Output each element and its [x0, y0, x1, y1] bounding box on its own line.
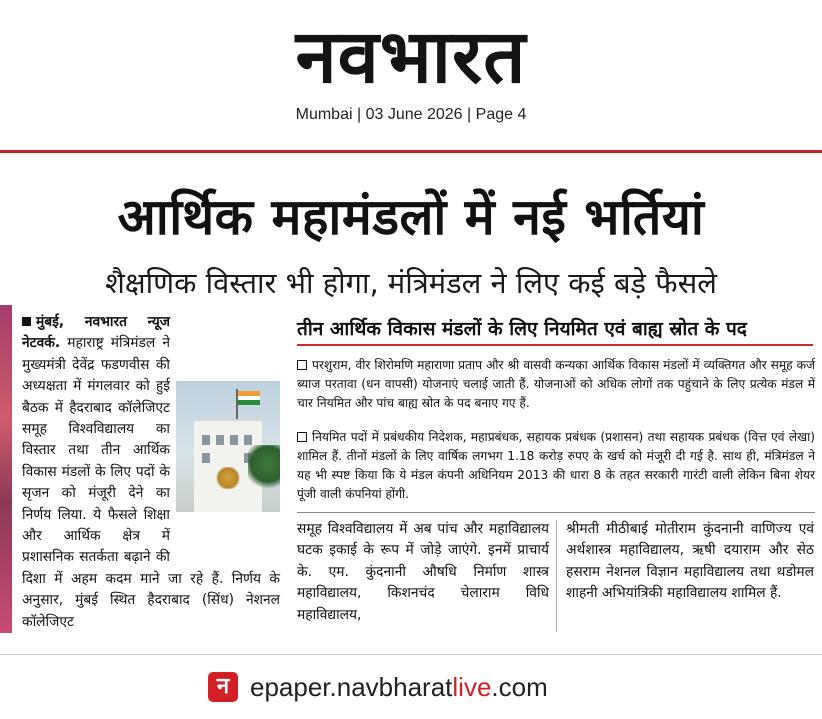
checkbox-bullet-icon: [297, 432, 307, 442]
url-suffix: .com: [491, 672, 548, 702]
box-heading-rule: [297, 344, 813, 346]
footer: [0, 670, 822, 710]
url-highlight: live: [452, 672, 492, 702]
footer-divider: [0, 654, 822, 655]
box-point-2-text: नियमित पदों में प्रबंधकीय निदेशक, महाप्रबंधक, सहायक प्रबंधक (प्रशासन) तथा सहायक प्रबंधक (वित्त एवं लेखा) शामिल हैं. तीनों मंडलों के लिए वार्षिक लगभग 1.18 करोड़ रुपए के खर्च को मंजूरी दी गई है. साथ ही, मंत्रिमंडल ने यह भी स्पष्ट किया कि ये मंडल कंपनी अधिनियम 2013 की धारा 8 के तहत सरकारी गारंटी वाली लेकिन बिना शेयर पूंजी वाली कंपनियां होंगी.: [297, 430, 815, 501]
edition-city: Mumbai: [295, 106, 353, 123]
article-headline: आर्थिक महामंडलों में नई भर्तियां: [117, 188, 705, 246]
square-bullet-icon: [22, 317, 31, 326]
edition-info: [0, 106, 822, 124]
right-column: [566, 519, 814, 605]
column-divider: [556, 520, 557, 632]
lead-text-2: को मंजूरी देने का निर्णय लिया. ये फैसले शिक्षा और आर्थिक क्षेत्र में प्रशासनिक सतर्कता बढ़ाने की दिशा में अहम कदम माने जा रहे हैं. निर्णय के अनुसार, मुंबई स्थित हैदराबाद (सिंध) नेशनल कॉलेजिएट: [22, 485, 280, 630]
box-heading: तीन आर्थिक विकास मंडलों के लिए नियमित एवं बाह्य स्रोत के पद: [297, 318, 747, 340]
newspaper-logo: नवभारत: [295, 14, 527, 100]
page-number: Page 4: [475, 106, 527, 123]
separator: |: [467, 106, 476, 123]
right-column-text: श्रीमती मीठीबाई मोतीराम कुंदनानी वाणिज्य एवं अर्थशास्त्र महाविद्यालय, ऋषी दयाराम और सेठ हसराम नेशनल विज्ञान महाविद्यालय तथा थडोमल शाहनी अभियांत्रिकी महाविद्यालय शामिल हैं.: [566, 521, 814, 602]
url-prefix: epaper.navbharat: [250, 672, 453, 702]
middle-column: [297, 519, 549, 626]
box-point-1-text: परशुराम, वीर शिरोमणि महाराणा प्रताप और श्री वासवी कन्यका आर्थिक विकास मंडलों में व्यक्तिगत और समूह कर्ज ब्याज परतावा (धन वापसी) योजनाएं चलाई जाती हैं. योजनाओं को अधिक लोगों तक पहुंचाने के लिए प्रत्येक मंडल में चार नियमित और पांच बाह्य स्रोत के पद बनाए गए हैं.: [297, 358, 815, 410]
masthead-divider: [0, 150, 822, 153]
lead-text-1: महाराष्ट्र मंत्रिमंडल ने मुख्यमंत्री देवेंद्र फडणवीस की अध्यक्षता में मंगलवार को हुई बैठक में हैदराबाद कॉलेजिएट समूह विश्वविद्यालय का विस्तार तथा तीन आर्थिक विकास मंडलों के लिए पदों के सृजन: [22, 335, 170, 502]
navbharat-logo-icon: न: [208, 672, 238, 702]
middle-column-text: समूह विश्वविद्यालय में अब पांच और महाविद्यालय घटक इकाई के रूप में जोड़े जाएंगे. इनमें प्राचार्य के. एम. कुंदनानी औषधि निर्माण शास्त्र महाविद्यालय, किशनचंद चेलाराम विधि महाविद्यालय,: [297, 521, 549, 623]
separator: |: [356, 106, 366, 123]
lead-text-block: [22, 312, 280, 633]
box-point-2: [297, 428, 815, 504]
dateline-text: मुंबई, नवभारत न्यूज नेटवर्क.: [22, 314, 170, 352]
box-point-1: [297, 356, 815, 413]
edition-date: 03 June 2026: [365, 106, 463, 123]
box-bottom-rule: [297, 512, 815, 513]
lead-text-wrap: [22, 312, 280, 633]
article-subheadline: शैक्षणिक विस्तार भी होगा, मंत्रिमंडल ने लिए कई बड़े फैसले: [105, 266, 717, 300]
masthead: [0, 0, 822, 150]
photo-float-spacer: [170, 380, 280, 556]
epaper-url[interactable]: [250, 670, 548, 704]
adjacent-photo-edge: [0, 305, 12, 633]
checkbox-bullet-icon: [297, 360, 307, 370]
